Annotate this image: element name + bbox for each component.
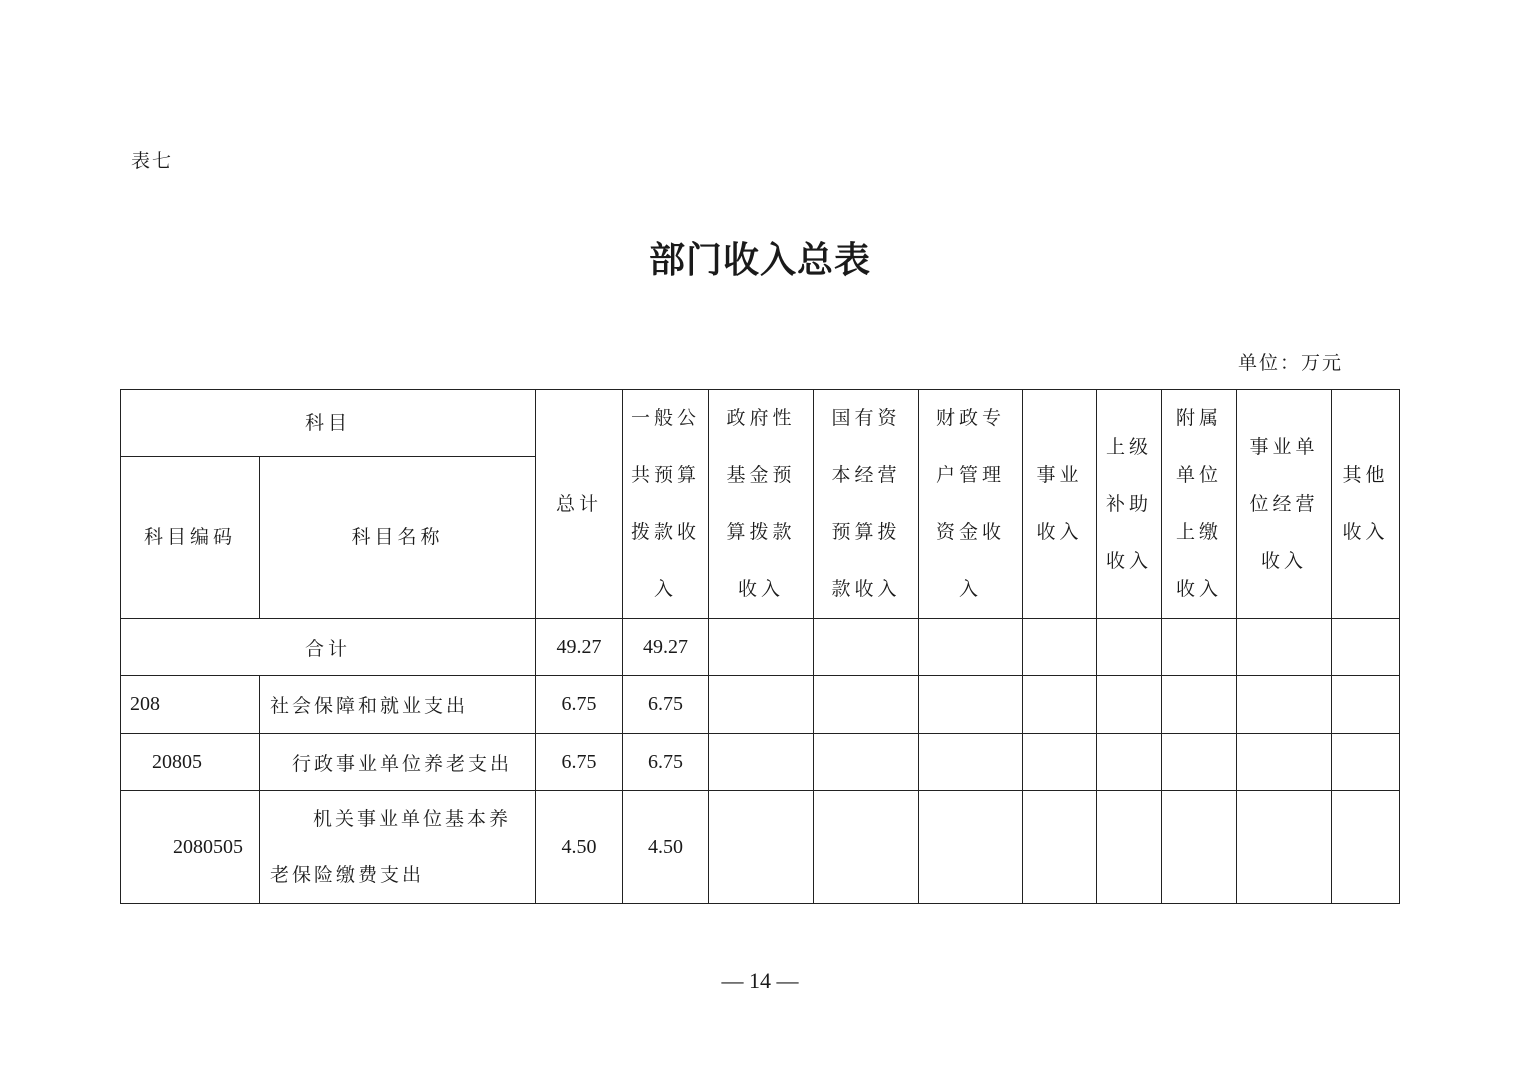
empty-cell: [1332, 734, 1400, 791]
empty-cell: [1237, 734, 1332, 791]
empty-cell: [814, 619, 919, 676]
table-row: [121, 676, 1400, 734]
subject-name-cell: [260, 791, 536, 904]
header-business-operation: 事业单 位经营 收入: [1237, 390, 1332, 619]
header-subject-group: 科目: [121, 390, 536, 457]
empty-cell: [1162, 734, 1237, 791]
unit-note: 单位：万元: [1238, 352, 1344, 374]
empty-cell: [1023, 791, 1097, 904]
header-superior-subsidy: 上级 补助 收入: [1097, 390, 1162, 619]
empty-cell: [919, 619, 1023, 676]
empty-cell: [814, 734, 919, 791]
subject-name-line: 老保险缴费支出: [270, 864, 425, 886]
total-cell: 6.75: [536, 734, 623, 791]
header-row: [121, 390, 1400, 457]
table-row: [121, 734, 1400, 791]
table-row: [121, 791, 1400, 904]
header-business-income: 事业 收入: [1023, 390, 1097, 619]
empty-cell: [1162, 619, 1237, 676]
empty-cell: [814, 791, 919, 904]
header-gov-fund: 政府性 基金预 算拨款 收入: [709, 390, 814, 619]
total-label: 合计: [121, 619, 536, 676]
subject-name-cell: 行政事业单位养老支出: [260, 734, 536, 791]
total-cell: 4.50: [536, 791, 623, 904]
subject-code-cell: 208: [121, 676, 260, 734]
header-subject-name: 科目名称: [260, 457, 536, 619]
table-label: 表七: [131, 150, 174, 172]
empty-cell: [1097, 619, 1162, 676]
subject-name-cell: 社会保障和就业支出: [260, 676, 536, 734]
empty-cell: [1097, 791, 1162, 904]
page-title: 部门收入总表: [648, 239, 871, 281]
empty-cell: [709, 619, 814, 676]
general-budget-cell: 6.75: [623, 734, 709, 791]
header-fiscal-account: 财政专 户管理 资金收 入: [919, 390, 1023, 619]
empty-cell: [1332, 791, 1400, 904]
empty-cell: [1237, 676, 1332, 734]
general-budget-cell: 49.27: [623, 619, 709, 676]
empty-cell: [1237, 619, 1332, 676]
total-cell: 49.27: [536, 619, 623, 676]
empty-cell: [709, 791, 814, 904]
income-summary-table: [120, 389, 1400, 904]
empty-cell: [1162, 676, 1237, 734]
empty-cell: [1023, 619, 1097, 676]
empty-cell: [709, 734, 814, 791]
empty-cell: [919, 791, 1023, 904]
header-state-capital: 国有资 本经营 预算拨 款收入: [814, 390, 919, 619]
empty-cell: [1237, 791, 1332, 904]
header-general-budget: 一般公 共预算 拨款收 入: [623, 390, 709, 619]
subject-code-cell: 20805: [121, 734, 260, 791]
header-total: 总计: [536, 390, 623, 619]
empty-cell: [1097, 734, 1162, 791]
empty-cell: [1097, 676, 1162, 734]
general-budget-cell: 4.50: [623, 791, 709, 904]
empty-cell: [1023, 734, 1097, 791]
empty-cell: [919, 676, 1023, 734]
header-subject-code: 科目编码: [121, 457, 260, 619]
empty-cell: [919, 734, 1023, 791]
empty-cell: [1023, 676, 1097, 734]
subject-code-cell: 2080505: [121, 791, 260, 904]
header-affiliated-unit: 附属 单位 上缴 收入: [1162, 390, 1237, 619]
header-other-income: 其他 收入: [1332, 390, 1400, 619]
page-number: — 14 —: [721, 968, 799, 993]
subject-name-line: 机关事业单位基本养: [313, 808, 512, 830]
empty-cell: [1162, 791, 1237, 904]
empty-cell: [1332, 619, 1400, 676]
empty-cell: [1332, 676, 1400, 734]
empty-cell: [709, 676, 814, 734]
general-budget-cell: 6.75: [623, 676, 709, 734]
empty-cell: [814, 676, 919, 734]
total-cell: 6.75: [536, 676, 623, 734]
total-row: [121, 619, 1400, 676]
